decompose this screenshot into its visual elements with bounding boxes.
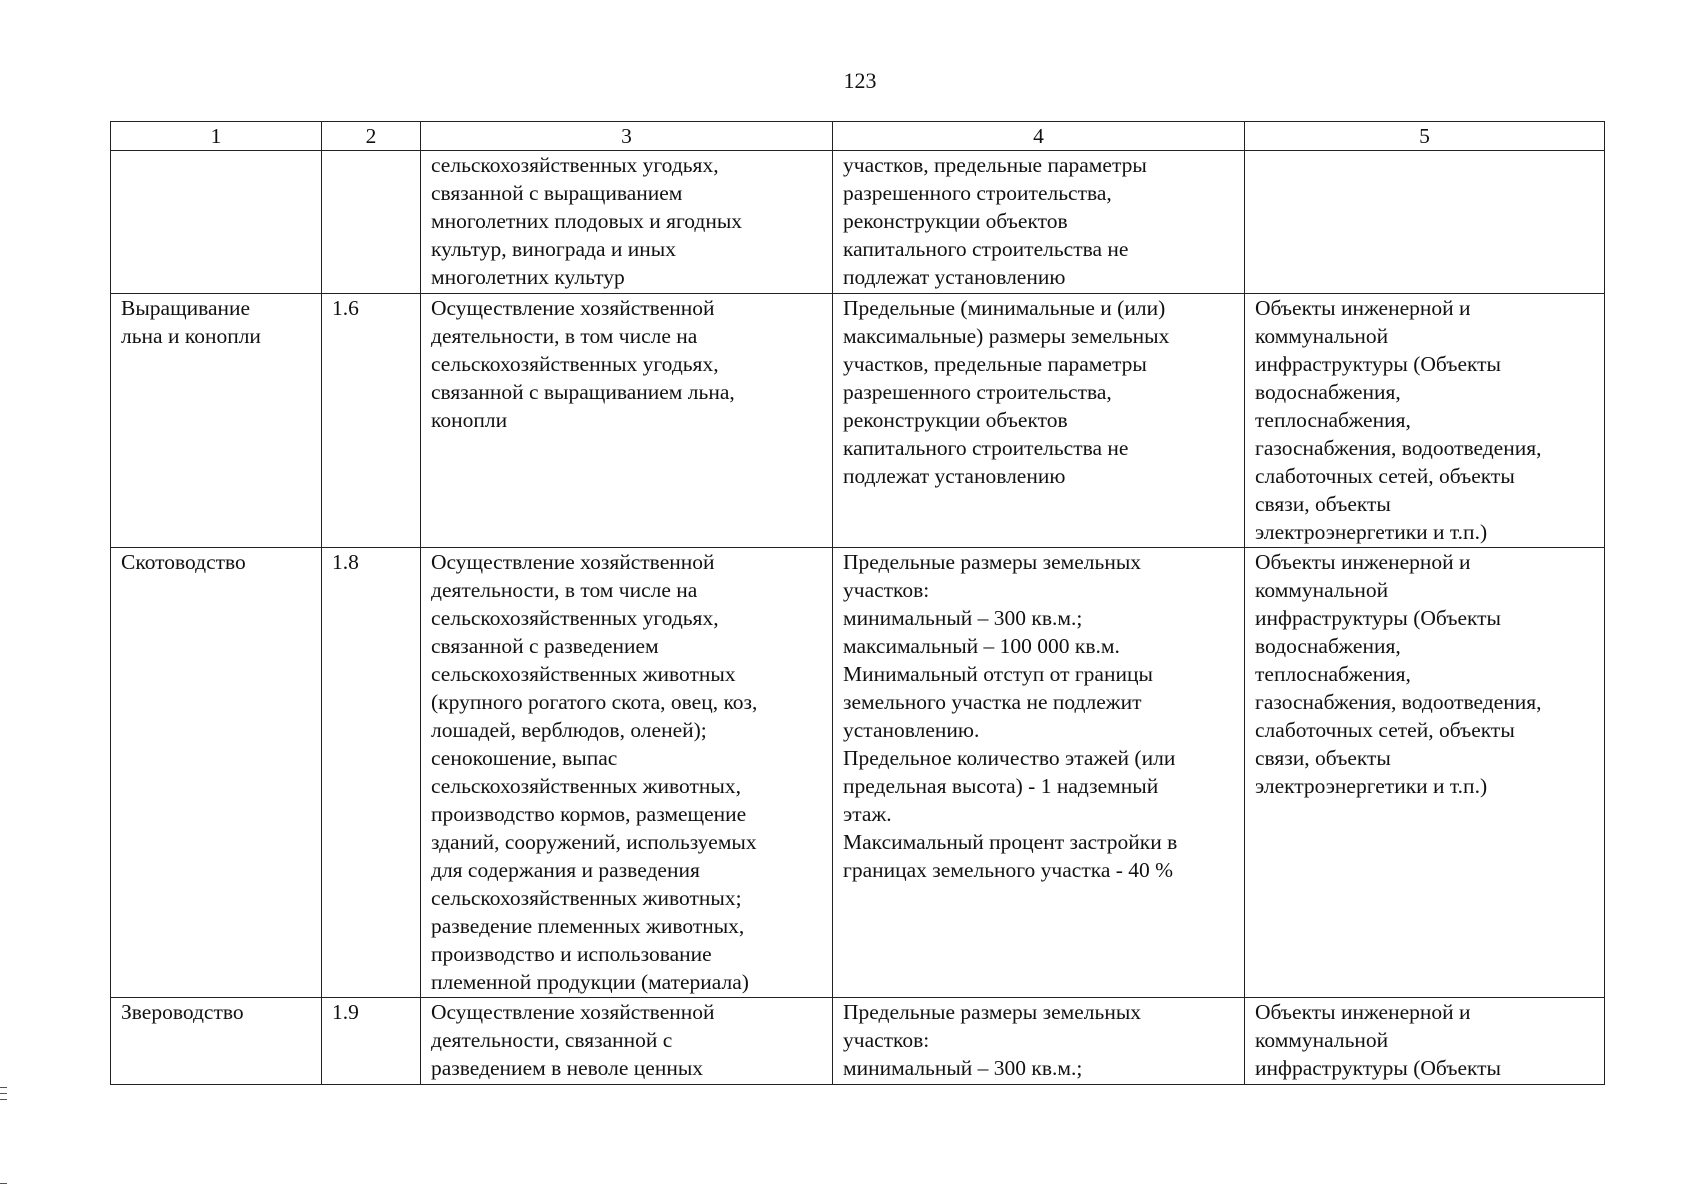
use-code-cell: 1.9 xyxy=(322,998,421,1085)
scan-margin-mark xyxy=(0,1099,7,1100)
use-objects-cell: Объекты инженерной и коммунальной инфраструктуры (Объекты водоснабжения, теплоснабжения, газоснабжения, водоотведения, слаботочных сетей, объекты связи, объекты электроэнергетики и т.п.) xyxy=(1245,548,1605,998)
header-row xyxy=(111,122,1605,151)
use-objects-cell: Объекты инженерной и коммунальной инфраструктуры (Объекты водоснабжения, теплоснабжения, газоснабжения, водоотведения, слаботочных сетей, объекты связи, объекты электроэнергетики и т.п.) xyxy=(1245,294,1605,548)
page-number: 123 xyxy=(843,68,877,93)
use-objects-cell: Объекты инженерной и коммунальной инфраструктуры (Объекты xyxy=(1245,998,1605,1085)
use-objects-cell xyxy=(1245,151,1605,294)
use-parameters-cell: Предельные размеры земельных участков: минимальный – 300 кв.м.; максимальный – 100 000 кв.м. Минимальный отступ от границы земельного участка не подлежит установлению. Предельное количество этажей (или предельная высота) - 1 надземный этаж. Максимальный процент застройки в границах земельного участка - 40 % xyxy=(833,548,1245,998)
scan-margin-mark xyxy=(0,1093,7,1094)
use-description-cell: Осуществление хозяйственной деятельности, в том числе на сельскохозяйственных угодьях, связанной с выращиванием льна, конопли xyxy=(421,294,833,548)
use-parameters-cell: Предельные размеры земельных участков: минимальный – 300 кв.м.; xyxy=(833,998,1245,1085)
use-description-cell: Осуществление хозяйственной деятельности, в том числе на сельскохозяйственных угодьях, связанной с разведением сельскохозяйственных животных (крупного рогатого скота, овец, коз, лошадей, верблюдов, оленей); сенокошение, выпас сельскохозяйственных животных, производство кормов, размещение зданий, сооружений, используемых для содержания и разведения сельскохозяйственных животных; разведение племенных животных, производство и использование племенной продукции (материала) xyxy=(421,548,833,998)
table-row xyxy=(111,998,1605,1085)
land-use-table xyxy=(110,121,1605,1085)
use-name-cell: Скотоводство xyxy=(111,548,322,998)
scan-margin-mark xyxy=(0,1087,7,1088)
use-code-cell xyxy=(322,151,421,294)
header-col-1: 1 xyxy=(111,122,322,151)
use-parameters-cell: участков, предельные параметры разрешенного строительства, реконструкции объектов капитального строительства не подлежат установлению xyxy=(833,151,1245,294)
use-name-cell: Звероводство xyxy=(111,998,322,1085)
table-row xyxy=(111,548,1605,998)
use-parameters-cell: Предельные (минимальные и (или) максимальные) размеры земельных участков, предельные параметры разрешенного строительства, реконструкции объектов капитального строительства не подлежат установлению xyxy=(833,294,1245,548)
header-col-4: 4 xyxy=(833,122,1245,151)
table-row xyxy=(111,294,1605,548)
use-code-cell: 1.6 xyxy=(322,294,421,548)
use-description-cell: Осуществление хозяйственной деятельности, связанной с разведением в неволе ценных xyxy=(421,998,833,1085)
scan-margin-mark xyxy=(0,1183,7,1184)
header-col-3: 3 xyxy=(421,122,833,151)
use-code-cell: 1.8 xyxy=(322,548,421,998)
use-name-cell xyxy=(111,151,322,294)
use-name-cell: Выращивание льна и конопли xyxy=(111,294,322,548)
header-col-5: 5 xyxy=(1245,122,1605,151)
table-row xyxy=(111,151,1605,294)
use-description-cell: сельскохозяйственных угодьях, связанной с выращиванием многолетних плодовых и ягодных культур, винограда и иных многолетних культур xyxy=(421,151,833,294)
header-col-2: 2 xyxy=(322,122,421,151)
